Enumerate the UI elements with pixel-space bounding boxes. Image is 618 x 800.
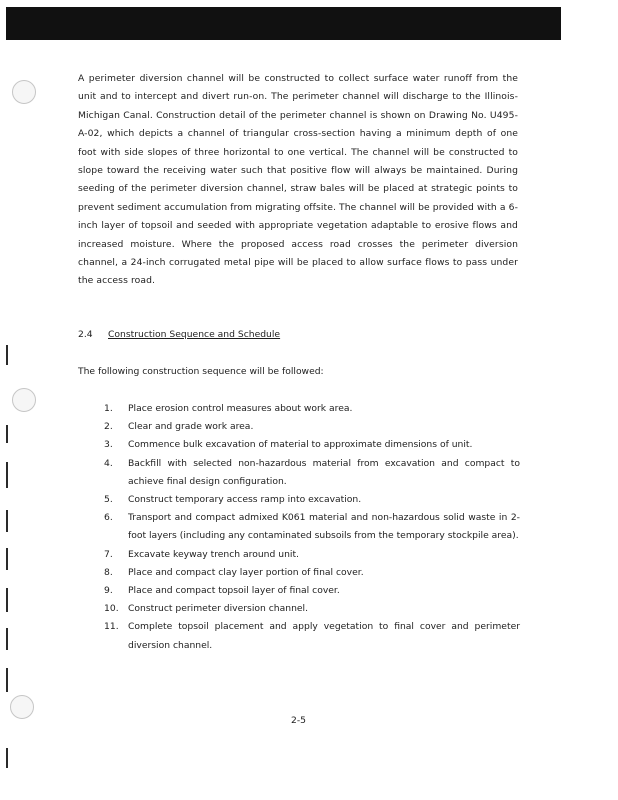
list-item-number: 6. [104, 512, 113, 524]
list-item [104, 600, 520, 618]
list-item-text: Transport and compact admixed K061 material and non-hazardous solid waste in 2-foot layers (including any contaminated subsoils from the temporary stockpile area). [128, 512, 520, 542]
page-number: 2-5 [291, 715, 307, 726]
scan-edge-mark [6, 425, 8, 443]
list-item-text: Complete topsoil placement and apply vegetation to final cover and perimeter diversion channel. [128, 621, 520, 651]
scan-edge-mark [6, 548, 8, 570]
scan-edge-mark [6, 510, 8, 532]
list-item-number: 9. [104, 585, 113, 597]
list-item-number: 5. [104, 494, 113, 506]
list-item-text: Excavate keyway trench around unit. [128, 548, 299, 560]
list-item-number: 3. [104, 439, 113, 451]
sequence-intro: The following construction sequence will be followed: [78, 366, 324, 377]
list-item [104, 455, 520, 491]
construction-sequence-list [104, 400, 520, 655]
list-item [104, 618, 520, 654]
list-item-number: 10. [104, 603, 119, 615]
section-title: Construction Sequence and Schedule [108, 329, 281, 340]
punch-hole-middle [12, 388, 36, 412]
section-number: 2.4 [78, 329, 93, 340]
scan-edge-mark [6, 345, 8, 365]
section-heading [78, 328, 518, 342]
list-item-number: 8. [104, 566, 113, 578]
list-item-text: Construct perimeter diversion channel. [128, 603, 309, 615]
scan-top-bar [6, 7, 561, 40]
list-item [104, 491, 520, 509]
punch-hole-bottom [10, 695, 34, 719]
list-item [104, 418, 520, 436]
list-item-text: Place erosion control measures about work area. [128, 403, 353, 414]
scan-edge-mark [6, 748, 8, 768]
list-item-number: 11. [104, 621, 119, 633]
list-item-number: 4. [104, 457, 113, 469]
list-item [104, 436, 520, 454]
scan-edge-mark [6, 628, 8, 650]
list-item-text: Construct temporary access ramp into excavation. [128, 494, 362, 506]
list-item-number: 7. [104, 548, 113, 560]
list-item-text: Place and compact topsoil layer of final cover. [128, 585, 340, 597]
list-item-number: 2. [104, 421, 113, 433]
list-item-text: Place and compact clay layer portion of final cover. [128, 566, 364, 578]
scan-edge-mark [6, 668, 8, 692]
scan-edge-mark [6, 588, 8, 612]
list-item-text: Clear and grade work area. [128, 421, 254, 433]
list-item-number: 1. [104, 403, 113, 414]
list-item-text: Backfill with selected non-hazardous material from excavation and compact to achieve final design configuration. [128, 457, 520, 487]
list-item [104, 582, 520, 600]
list-item [104, 400, 520, 418]
list-item [104, 546, 520, 564]
list-item-text: Commence bulk excavation of material to approximate dimensions of unit. [128, 439, 473, 451]
body-paragraph: A perimeter diversion channel will be constructed to collect surface water runoff from the unit and to intercept and divert run-on. The perimeter channel will discharge to the Illinois-Michigan Canal. Construction detail of the perimeter channel is shown on Drawing No. U495-A-02, which depicts a channel of triangular cross-section having a minimum depth of one foot with side slopes of three horizontal to one vertical. The channel will be constructed to slope toward the receiving water such that positive flow will always be maintained. During seeding of the perimeter diversion channel, straw bales will be placed at strategic points to prevent sediment accumulation from migrating offsite. The channel will be provided with a 6-inch layer of topsoil and seeded with appropriate vegetation adaptable to erosive flows and increased moisture. Where the proposed access road crosses the perimeter diversion channel, a 24-inch corrugated metal pipe will be placed to allow surface flows to pass under the access road. [78, 73, 518, 287]
punch-hole-top [12, 80, 36, 104]
list-item [104, 564, 520, 582]
list-item [104, 509, 520, 545]
scan-edge-mark [6, 462, 8, 488]
